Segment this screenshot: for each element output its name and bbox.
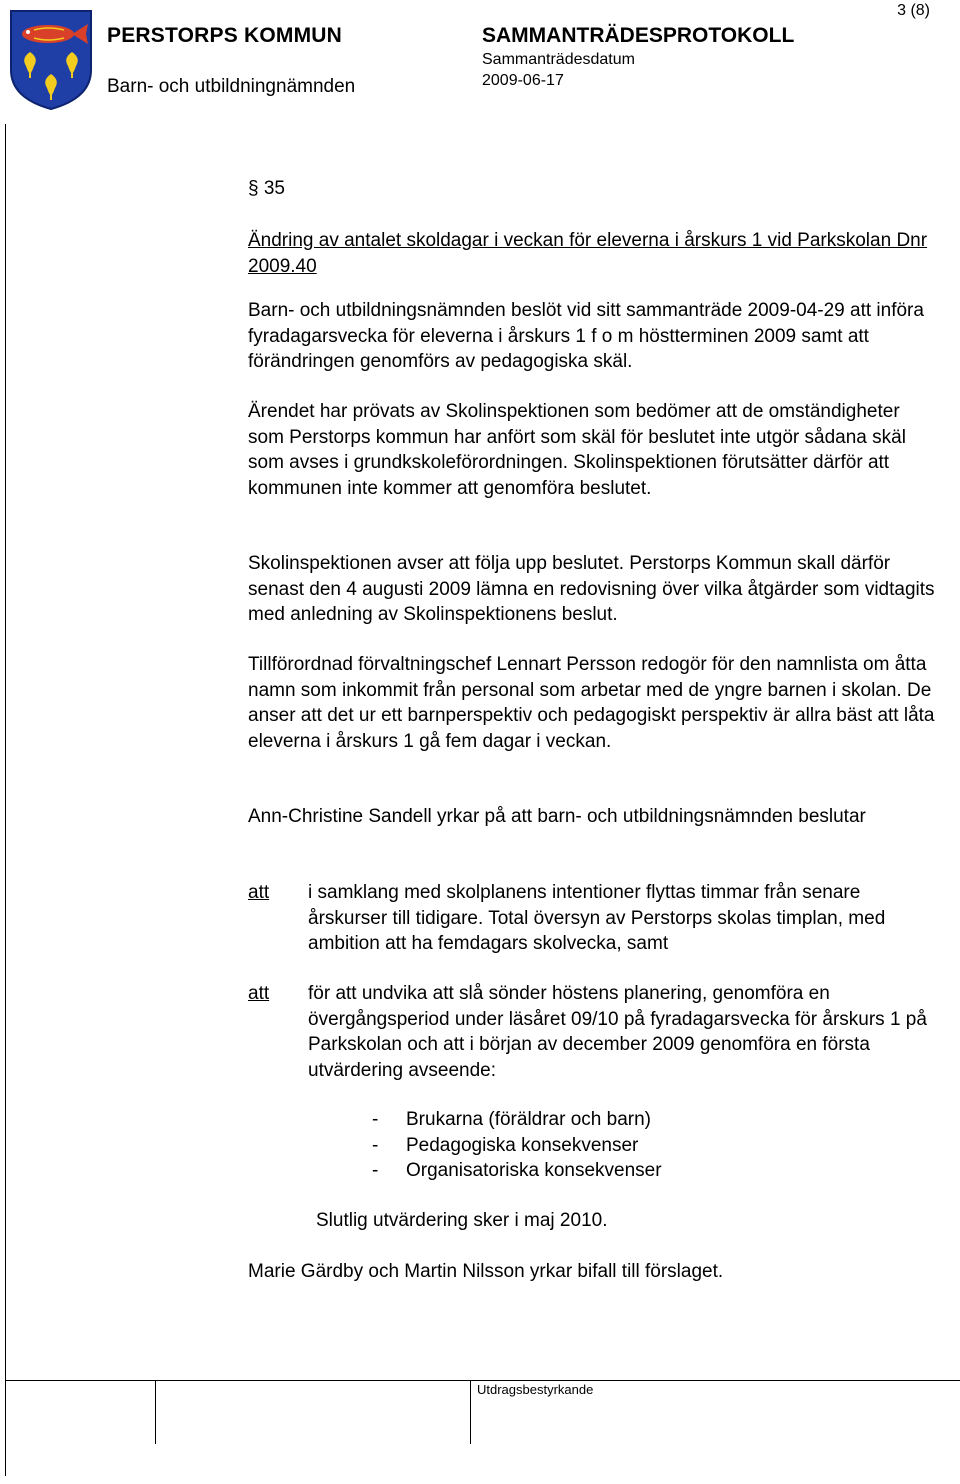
document-type: SAMMANTRÄDESPROTOKOLL [482,24,795,47]
coat-of-arms-icon [8,8,94,112]
motion-text: i samklang med skolplanens intentioner flyttas timmar från senare årskurser till tidigare. Total översyn av Perstorps skolas timplan, med ambition att ha femdagars skolvecka, samt [308,882,886,954]
list-item-text: Organisatoriska konsekvenser [406,1160,662,1181]
list-item-text: Brukarna (föräldrar och barn) [406,1109,651,1130]
bullet-dash: - [372,1109,379,1130]
page-number: 3 (8) [897,2,930,19]
extract-certification-label: Utdragsbestyrkande [477,1382,594,1397]
section-title: Ändring av antalet skoldagar i veckan för eleverna i årskurs 1 vid Parkskolan Dnr 2009.40 [248,230,928,277]
signature-box-divider [470,1380,471,1444]
organization-name: PERSTORPS KOMMUN [107,24,342,47]
meeting-date-label: Sammanträdesdatum [482,51,635,68]
bullet-dash: - [372,1160,379,1181]
list-item [372,1107,662,1133]
list-item-text: Pedagogiska konsekvenser [406,1134,639,1156]
list-item [372,1133,662,1159]
final-evaluation-note: Slutlig utvärdering sker i maj 2010. [316,1210,608,1231]
evaluation-list [372,1107,662,1184]
footer-rule [5,1380,960,1381]
motion-label: att [248,983,270,1004]
meeting-date-value: 2009-06-17 [482,72,564,89]
motion-text: för att undvika att slå sönder höstens planering, genomföra en övergångsperiod under läsåret 09/10 på fyradagarsvecka för årskurs 1 på Parkskolan och att i början av december 2009 genomföra en första utvärdering avseende: [308,983,927,1081]
body-paragraph: Ann-Christine Sandell yrkar på att barn- och utbildningsnämnden beslutar [248,806,866,827]
bullet-dash: - [372,1134,379,1156]
support-statement: Marie Gärdby och Martin Nilsson yrkar bifall till förslaget. [248,1261,724,1282]
committee-name: Barn- och utbildningnämnden [107,76,356,97]
motion-label: att [248,882,270,903]
body-paragraph: Ärendet har prövats av Skolinspektionen som bedömer att de omständigheter som Perstorps kommun har anfört som skäl för beslutet inte utgör sådana skäl som avses i grundkskoleförordningen. Skolinspektionen förutsätter därför att kommunen inte kommer att genomföra beslutet. [248,401,906,499]
body-paragraph: Barn- och utbildningsnämnden beslöt vid sitt sammanträde 2009-04-29 att införa fyradagarsvecka för eleverna i årskurs 1 f o m höstterminen 2009 samt att förändringen genomförs av pedagogiska skäl. [248,300,924,372]
left-margin-rule [5,124,6,1476]
paragraph-number: § 35 [248,178,285,199]
body-paragraph: Tillförordnad förvaltningschef Lennart Persson redogör för den namnlista om åtta namn som inkommit från personal som arbetar med de yngre barnen i skolan. De anser att det ur ett barnperspektiv och pedagogiskt perspektiv är allra bäst att låta eleverna i årskurs 1 gå fem dagar i veckan. [248,654,935,752]
body-paragraph: Skolinspektionen avser att följa upp beslutet. Perstorps Kommun skall därför senast den 4 augusti 2009 lämna en redovisning över vilka åtgärder som vidtagits med anledning av Skolinspektionens beslut. [248,553,935,625]
signature-box-divider [155,1380,156,1444]
coat-of-arms-logo [8,8,94,112]
list-item [372,1158,662,1184]
